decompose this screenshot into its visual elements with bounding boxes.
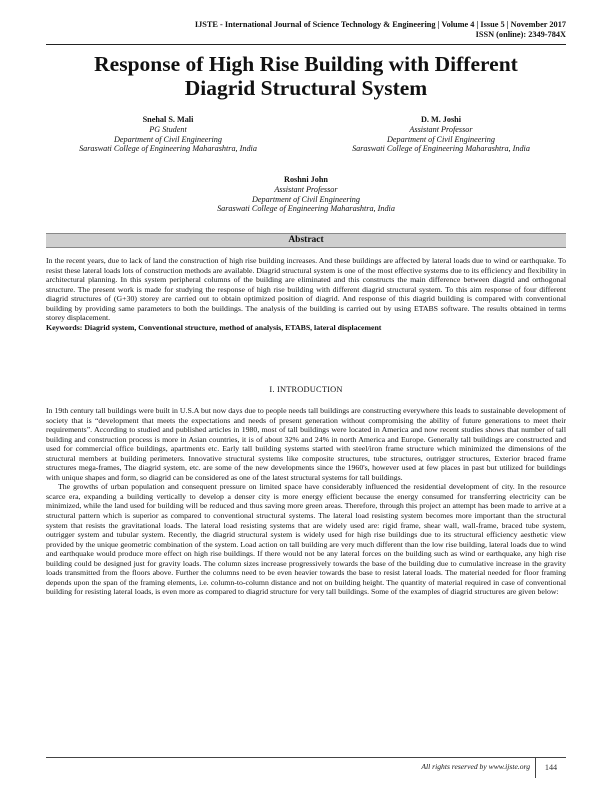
keywords: Keywords: Diagrid system, Conventional structure, method of analysis, ETABS, lateral displacement	[46, 322, 382, 332]
journal-header	[46, 20, 566, 40]
author-2	[316, 115, 566, 154]
abstract-heading: Abstract	[46, 233, 566, 248]
author-name: Snehal S. Mali	[142, 115, 194, 124]
author-institution: Saraswati College of Engineering Maharashtra, India	[79, 144, 257, 154]
author-institution: Saraswati College of Engineering Maharashtra, India	[352, 144, 530, 154]
author-name: Roshni John	[284, 175, 328, 184]
issn: ISSN (online): 2349-784X	[475, 30, 566, 39]
rights-text: All rights reserved by	[421, 762, 489, 771]
author-name: D. M. Joshi	[420, 115, 462, 124]
footer-rights	[421, 762, 530, 771]
author-role: Assistant Professor	[409, 124, 473, 134]
page-number: 144	[535, 758, 566, 778]
title-line-1: Response of High Rise Building with Different	[94, 52, 518, 76]
author-department: Department of Civil Engineering	[386, 134, 495, 144]
header-divider	[46, 44, 566, 45]
author-role: PG Student	[149, 124, 187, 134]
paragraph: The growths of urban population and consequent pressure on limited space have considerably influenced the residential development of city. In the resource scarce era, expanding a building vertically to develop a denser city is more energy efficient because the energy consumed for transferring electricity can be minimized, while the land used for building will be reduced and thus saving more green areas. Therefore, through this project an attempt has been made to arrive at a structural pattern which is superior as compared to conventional structural systems. The lateral load resisting system becomes more important than the structural system that resists the gravitational loads. The lateral load resisting systems that are widely used are: rigid frame, shear wall, wall-frame, braced tube system, outrigger system and tubular system. Recently, the diagrid structural system is widely used for high rise buildings due to its structural efficiency aesthetic view provided by the unique geometric combination of the system. Load action on tall building are very much different than the low rise building, lateral loads due to wind and earthquake would produce more effect on high rise buildings. If there would not be any lateral forces on the building such as wind or earthquake, any high rise building could be designed just for gravity loads. The column sizes increase progressively towards the base of the building due to cumulative increase in the gravity loads transmitted from the floors above. Further the columns need to be even heavier towards the base to resist lateral loads. The material needed for floor framing depends upon the span of the framing elements, i.e. column-to-column distance and not on building height. The quantity of material required in case of conventional building for resisting lateral loads, is even more as compared to diagrid structure for very tall buildings. Some of the examples of diagrid structures are given below:	[46, 482, 566, 597]
author-1	[54, 115, 282, 154]
section-heading-introduction: I. INTRODUCTION	[269, 385, 343, 394]
journal-website-link[interactable]: www.ijste.org	[488, 762, 530, 771]
abstract-body	[46, 256, 566, 332]
paper-title	[46, 52, 566, 100]
author-department: Department of Civil Engineering	[251, 194, 360, 204]
author-role: Assistant Professor	[274, 184, 338, 194]
introduction-body	[46, 406, 566, 597]
footer-divider	[46, 757, 566, 758]
title-line-2: Diagrid Structural System	[184, 76, 428, 100]
author-department: Department of Civil Engineering	[113, 134, 222, 144]
author-institution: Saraswati College of Engineering Maharashtra, India	[217, 204, 395, 214]
abstract-text: In the recent years, due to lack of land the construction of high rise building increases. And these buildings are affected by lateral loads due to wind or earthquake. To resist these lateral loads lots of construction methods are available. Diagrid structural system is one of the most effective systems due to its efficiency and flexibility in architectural planning. In this system peripheral columns of the building are eliminated and this constructs the main difference between diagrid and orthogonal structure. The present work is made for studying the response of high rise building with different diagrid structural system. To this aim response of four different diagrid structures of (G+30) storey are carried out to obtain optimized position of diagrid. And response of this diagrid building is compared with conventional building by providing same parameters to both the buildings. The analysis of the building is carried out by using ETABS software. The results obtained in terms storey displacement.	[46, 256, 566, 323]
journal-citation: IJSTE - International Journal of Science Technology & Engineering | Volume 4 | Issue 5 | November 2017	[194, 20, 566, 29]
paragraph: In 19th century tall buildings were built in U.S.A but now days due to people needs tall buildings are constructing everywhere this leads to sustainable development of society that is “development that meets the expectations and needs of present generation without compromising the ability of future generations to meet their requirements”. According to studied and published articles in 1980, most of tall buildings were located in America and now recent studies shows that number of tall building and construction process is more in Asian countries, it is of about 32% and 24% in north America and Europe. Generally tall buildings are constructed and used for commercial office buildings, apartments etc. Early tall building systems started with steel/iron frame structure which minimized the dimensions of the structural members at building perimeters. Innovative structural systems like composite structures, tube structures, outrigger structures, Exterior braced frame structures mega-frames, The diagrid system, etc. are some of the new developments since the 1960's, however used at few places in past but utilized for buildings with unique shapes and form, so diagrid can be considered as one of the latest structural systems for tall buildings.	[46, 406, 566, 482]
author-3	[166, 175, 446, 214]
